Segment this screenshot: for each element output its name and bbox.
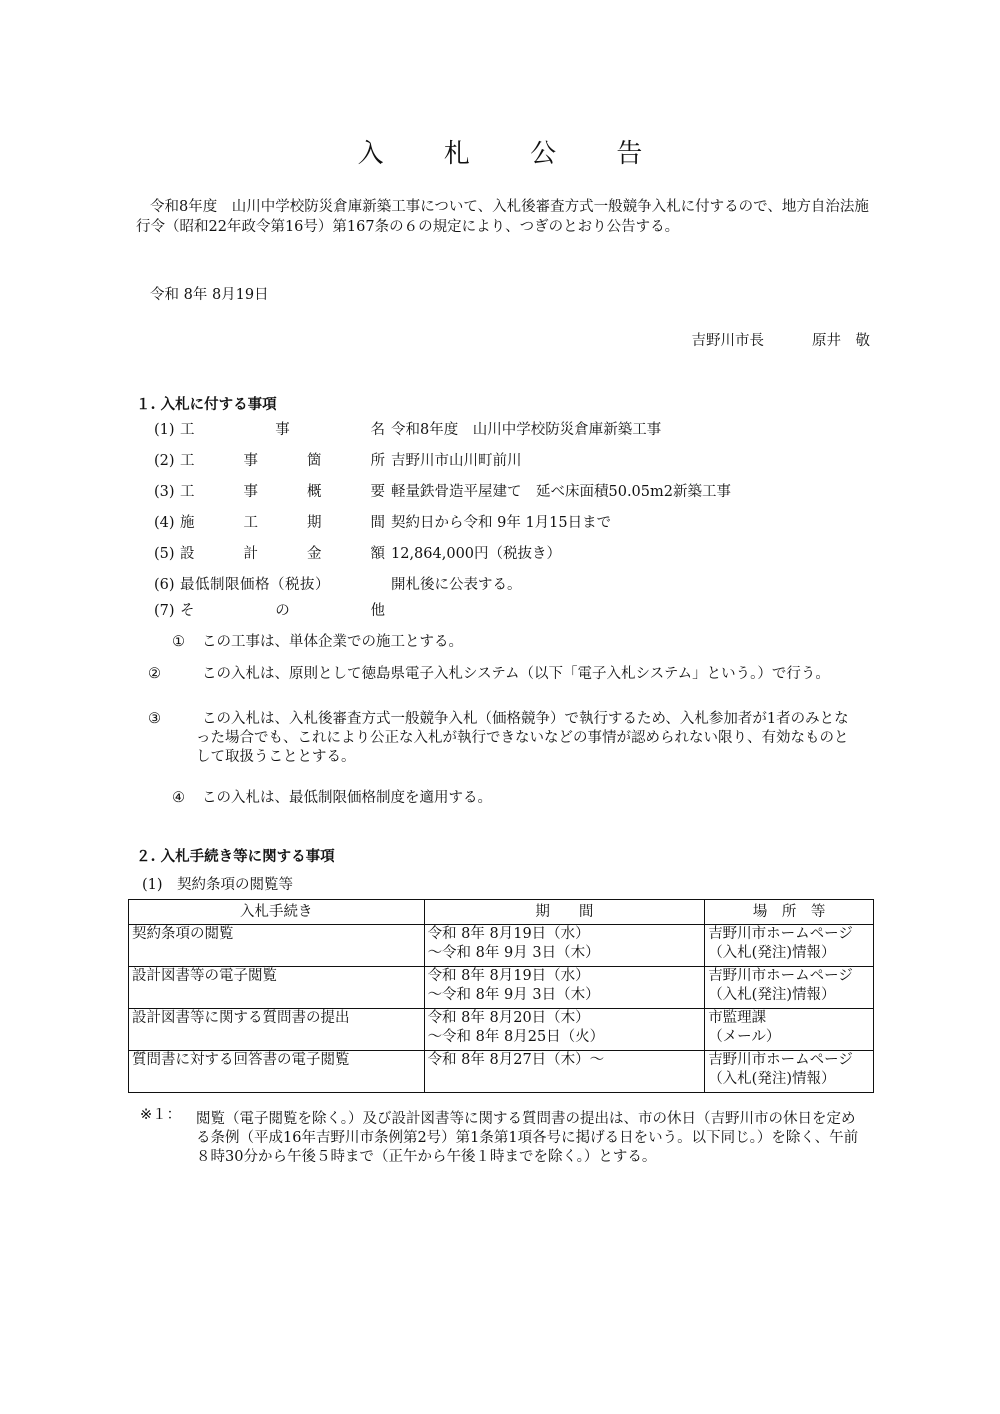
period-start: 令和 8年 8月19日（水）: [427, 926, 590, 942]
period-start: 令和 8年 8月27日（木）～: [427, 1052, 605, 1068]
signer: [692, 332, 871, 351]
item-label: 工事名: [180, 422, 385, 438]
item-construction-name: [154, 421, 661, 440]
section-1-heading: １. 入札に付する事項: [136, 396, 277, 413]
cell-place: [705, 925, 874, 967]
cell-period: [424, 967, 705, 1009]
clause-text: この入札は、入札後審査方式一般競争入札（価格競争）で執行するため、入札参加者が1者のみとなった場合でも、これにより公正な入札が執行できないなどの事情が認められない限り、有効なものとして取扱うこととする。: [196, 711, 849, 765]
item-number: (6): [154, 577, 175, 593]
item-other: [154, 602, 391, 621]
item-number: (7): [154, 603, 175, 619]
place-main: 市監理課: [708, 1010, 767, 1026]
clause-text: この工事は、単体企業での施工とする。: [202, 634, 463, 650]
item-value: 契約日から令和 9年 1月15日まで: [391, 515, 612, 531]
item-value: 12,864,000円（税抜き）: [391, 546, 562, 562]
item-label: 最低制限価格（税抜）: [180, 577, 330, 593]
signer-office: 吉野川市長: [691, 333, 764, 349]
intro-paragraph: 令和8年度 山川中学校防災倉庫新築工事について、入札後審査方式一般競争入札に付するので、地方自治法施行令（昭和22年政令第16号）第167条の６の規定により、つぎのとおり公告する。: [136, 199, 869, 235]
item-minimum-price: [154, 576, 522, 595]
item-number: (1): [154, 422, 175, 438]
table-row: [129, 967, 874, 1009]
item-construction-site: [154, 452, 522, 471]
item-value: 開札後に公表する。: [391, 577, 522, 593]
header-procedure: 入札手続き: [129, 900, 425, 925]
place-main: 吉野川市ホームページ: [708, 926, 853, 942]
header-period: 期 間: [424, 900, 705, 925]
item-label: 設計金額: [180, 546, 385, 562]
section-2-subheading: (1) 契約条項の閲覧等: [142, 877, 294, 893]
clause-mark: ②: [148, 666, 161, 682]
cell-procedure: 質問書に対する回答書の電子閲覧: [129, 1051, 425, 1093]
clause-mark: ①: [172, 634, 185, 650]
cell-procedure: 設計図書等の電子閲覧: [129, 967, 425, 1009]
table-row: [129, 1051, 874, 1093]
period-end: ～令和 8年 9月 3日（木）: [427, 945, 600, 961]
clause-text: この入札は、原則として徳島県電子入札システム（以下「電子入札システム」という。）で行う。: [202, 666, 830, 682]
place-detail: （入札(発注)情報）: [708, 945, 836, 961]
period-end: ～令和 8年 8月25日（火）: [427, 1029, 605, 1045]
table-header-row: [129, 900, 874, 925]
notice-date: 令和 8年 8月19日: [150, 287, 269, 303]
clause-mark: ④: [172, 790, 185, 806]
procedure-table: [128, 899, 874, 1093]
item-construction-period: [154, 514, 611, 533]
note-mark: ※１：: [140, 1107, 182, 1123]
item-design-amount: [154, 545, 561, 564]
other-clause-2: [148, 665, 862, 684]
page-title: 入 札 公 告: [357, 139, 669, 169]
item-value: 軽量鉄骨造平屋建て 延べ床面積50.05m2新築工事: [391, 484, 731, 500]
item-label: 工事概要: [180, 484, 385, 500]
period-end: ～令和 8年 9月 3日（木）: [427, 987, 600, 1003]
cell-place: [705, 1009, 874, 1051]
other-clause-3: [148, 710, 862, 767]
item-value: 吉野川市山川町前川: [391, 453, 522, 469]
place-main: 吉野川市ホームページ: [708, 1052, 853, 1068]
item-number: (3): [154, 484, 175, 500]
place-detail: （入札(発注)情報）: [708, 1071, 836, 1087]
clause-mark: ③: [148, 711, 161, 727]
table-row: [129, 1009, 874, 1051]
other-clause-1: [172, 633, 862, 652]
section-2-heading: ２. 入札手続き等に関する事項: [136, 848, 335, 865]
item-label: その他: [180, 603, 385, 619]
item-label: 工事箇所: [180, 453, 385, 469]
place-detail: （入札(発注)情報）: [708, 987, 836, 1003]
cell-period: [424, 1051, 705, 1093]
cell-place: [705, 1051, 874, 1093]
item-number: (4): [154, 515, 175, 531]
period-start: 令和 8年 8月19日（水）: [427, 968, 590, 984]
item-number: (2): [154, 453, 175, 469]
place-detail: （メール）: [708, 1029, 781, 1045]
item-construction-outline: [154, 483, 731, 502]
header-place: 場 所 等: [705, 900, 874, 925]
place-main: 吉野川市ホームページ: [708, 968, 853, 984]
period-start: 令和 8年 8月20日（木）: [427, 1010, 590, 1026]
cell-place: [705, 967, 874, 1009]
signer-name: 原井 敬: [812, 333, 870, 349]
cell-period: [424, 1009, 705, 1051]
item-value: 令和8年度 山川中学校防災倉庫新築工事: [391, 422, 662, 438]
table-row: [129, 925, 874, 967]
note-text: 閲覧（電子閲覧を除く。）及び設計図書等に関する質問書の提出は、市の休日（吉野川市の休日を定める条例（平成16年吉野川市条例第2号）第1条第1項各号に掲げる日をいう。以下同じ。）を除く、午前８時30分から午後５時まで（正午から午後１時までを除く。）とする。: [196, 1111, 859, 1165]
cell-procedure: 契約条項の閲覧: [129, 925, 425, 967]
other-clause-4: [172, 789, 862, 808]
item-label: 施工期間: [180, 515, 385, 531]
cell-period: [424, 925, 705, 967]
clause-text: この入札は、最低制限価格制度を適用する。: [202, 790, 492, 806]
cell-procedure: 設計図書等に関する質問書の提出: [129, 1009, 425, 1051]
item-number: (5): [154, 546, 175, 562]
